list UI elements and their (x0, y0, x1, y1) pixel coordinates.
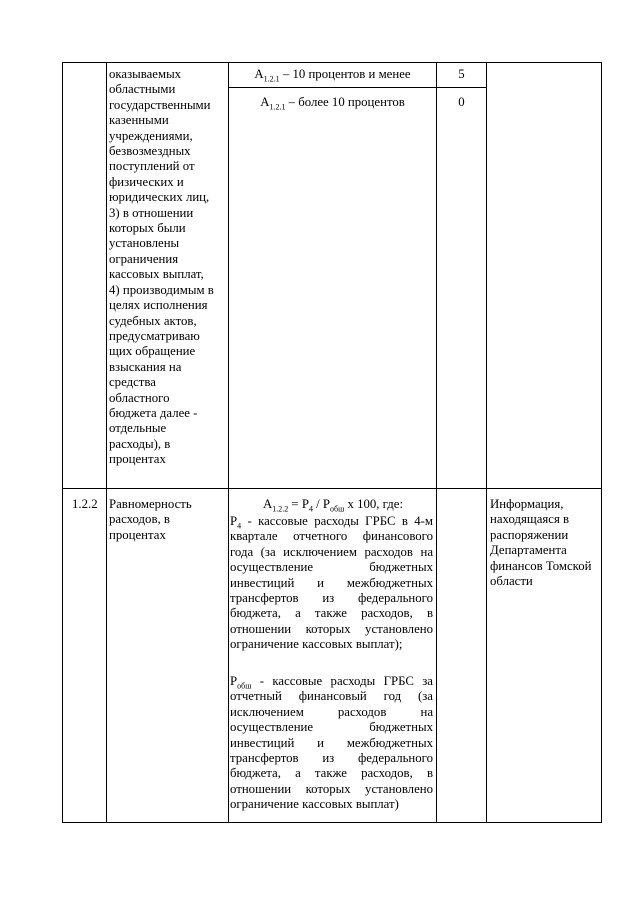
col-border-4 (486, 62, 487, 823)
subrow-separator (228, 87, 486, 88)
var-a: А (254, 67, 264, 81)
info-source: Информация, находящаяся в распоряжении Департамента финансов Томской области (490, 497, 592, 589)
col-border-1 (106, 62, 107, 823)
table-bottom-border (62, 822, 602, 823)
score-value-2: 0 (458, 95, 465, 109)
criteria-table (62, 62, 602, 823)
row-separator (62, 488, 602, 489)
score-value-1: 5 (458, 67, 465, 81)
col-border-5 (601, 62, 602, 823)
criteria-name: Равномерность расходов, в процентах (109, 497, 192, 542)
p4-definition: $Р_4$ - кассовые расходы ГРБС в 4-м квартале отчетного финансового года (за исключением расходов на осуществление бюджетных инвестиций и межбюджетных трансфертов из федерального бюджета, а также расходов, в отношении которых установлено ограничение кассовых выплат); (230, 514, 433, 652)
option-text: – более 10 процентов (285, 95, 405, 109)
score-option-2 (230, 95, 435, 110)
criteria-text: оказываемых областными государственными казенными учреждениями, безвозмездных поступлений от физических и юридических лиц, 3) в отношении которых были установлены ограничения кассовых выплат, 4) производимым в целях исполнения судебных актов, предусматриваю щих обращение взыскания на средства областного бюджета далее - отдельные расходы), в процентах (109, 67, 214, 467)
row-number: 1.2.2 (72, 497, 98, 511)
col-border-2 (228, 62, 229, 823)
table-top-border (62, 62, 602, 63)
col-border-3 (436, 62, 437, 823)
col-border-0 (62, 62, 63, 823)
var-subscript: 1.2.1 (269, 102, 286, 112)
pobsh-definition: $Р_{обш}$ - кассовые расходы ГРБС за отчетный финансовый год (за исключением расходов на осуществление бюджетных инвестиций и межбюджетных трансфертов из федерального бюджета, а также расходов, в отношении которых установлено ограничение кассовых выплат) (230, 674, 433, 812)
var-subscript: 1.2.1 (263, 74, 280, 84)
formula-line: $А_{1.2.2} = Р_4 / Р_{обш}$ х 100, где: (262, 497, 404, 514)
option-text: – 10 процентов и менее (279, 67, 411, 81)
score-option-1 (230, 67, 435, 82)
var-a: А (260, 95, 270, 109)
